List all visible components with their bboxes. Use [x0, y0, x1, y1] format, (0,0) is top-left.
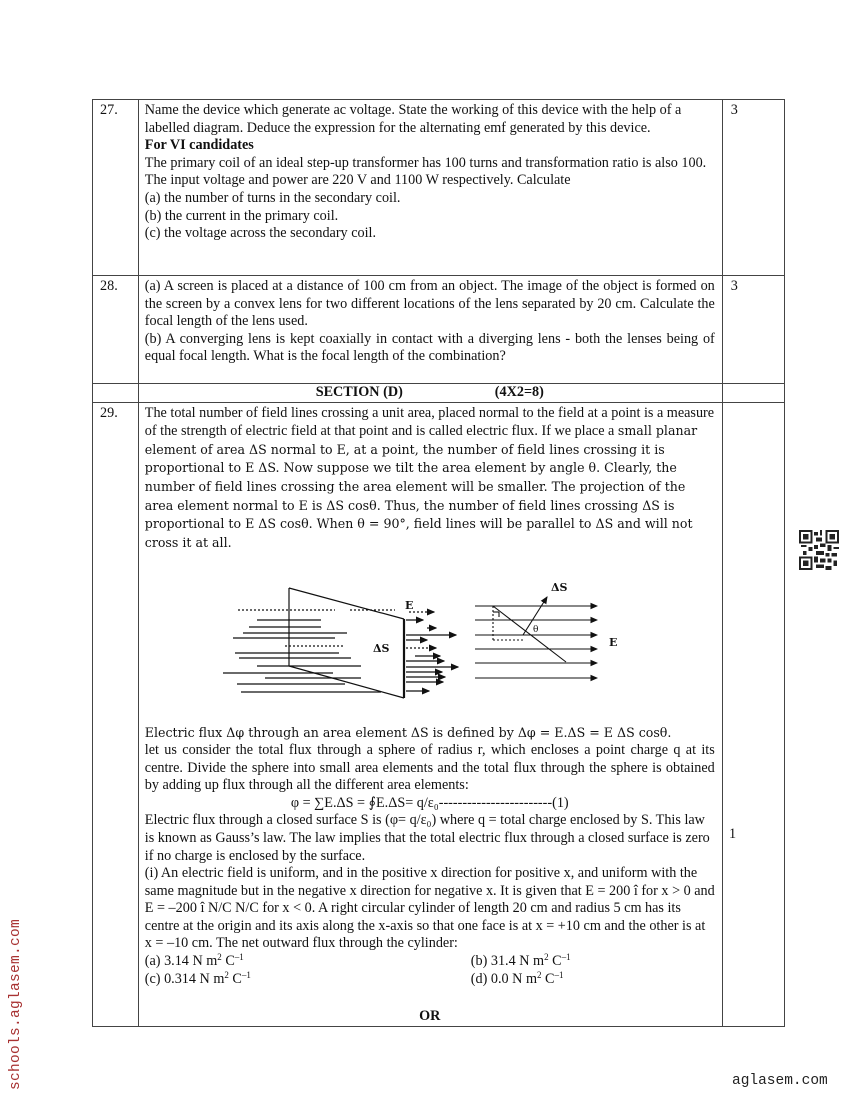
question-marks: 3: [722, 276, 784, 384]
question-row-29: [93, 402, 785, 1026]
question-table: [92, 99, 785, 1027]
answer-options: [145, 953, 715, 988]
section-header-row: [93, 384, 785, 403]
subquestion-marks: 1: [729, 826, 737, 842]
question-row-27: [93, 100, 785, 276]
or-separator: OR: [419, 1008, 441, 1025]
question-part-b: (b) A converging lens is kept coaxially in contact with a diverging lens - both the lenses being of equal focal length. What is the focal length of the combination?: [144, 330, 715, 365]
question-part-a: (a) A screen is placed at a distance of 100 cm from an object. The image of the object is formed on the screen by a convex lens for two different locations of the lens separated by 20 cm. Calculate the focal length of the lens used.: [144, 278, 715, 330]
question-row-28: [93, 276, 785, 384]
question-number: 29.: [93, 402, 139, 1026]
section-title: [138, 384, 722, 403]
question-body: [138, 100, 722, 276]
gauss-law-text: Electric flux through a closed surface S is (φ= q/ε₀) where q = total charge enclosed by S. This law is known as Gauss’s law. The law implies that the total electric flux through a closed surface is zero if no charge is enclosed by the surface.: [144, 812, 710, 864]
right-area-label: ΔS: [550, 581, 568, 595]
option-d[interactable]: (d) 0.0 N $m^2$ $C^{-1}$: [470, 969, 564, 987]
gauss-formula: φ = ∑E.ΔS = ∮E.ΔS= q/ε₀------------------------(1): [290, 794, 569, 811]
left-area-label: ΔS: [372, 642, 390, 656]
subquestion-text: (i) An electric field is uniform, and in the positive x direction for positive x, and uniform with the same magnitude but in the negative x direction for negative x. It is given that E = 200 î for x > 0 and E = –200 î N/C N/C for x < 0. A right circular cylinder of length 20 cm and radius 5 cm has its centre at the origin and its axis along the x-axis so that one face is at x = +10 cm and the other is at x = –10 cm. The net outward flux through the cylinder:: [144, 865, 715, 952]
vi-part-c: (c) the voltage across the secondary coil.: [144, 225, 377, 242]
right-field-label: E: [608, 636, 618, 650]
electric-flux-diagram: [145, 570, 715, 700]
vi-part-a: (a) the number of turns in the secondary coil.: [144, 189, 401, 206]
question-body: [138, 276, 722, 384]
flux-diagram-svg: [145, 570, 715, 700]
passage-intro: The total number of field lines crossing a unit area, placed normal to the field at a point is a measure of the strength of electric field at that point and is called electric flux. If we place a small planar element of area ΔS normal to E, at a point, the number of field lines crossing it is proportional to E ΔS. Now suppose we tilt the area element by angle θ. Clearly, the number of field lines crossing the area element will be smaller. The projection of the area element normal to E is ΔS cosθ. Thus, the number of field lines crossing ΔS is proportional to E ΔS cosθ. When θ = 90°, field lines will be parallel to ΔS and will not cross it at all.: [144, 404, 715, 550]
left-field-label: E: [404, 599, 414, 613]
section-name: SECTION (D): [315, 384, 403, 400]
sphere-text: let us consider the total flux through a sphere of radius r, which encloses a point charge q at its centre. Divide the sphere into small area elements and the total flux through the sphere is obtained by adding up flux through all the different area elements:: [144, 741, 715, 794]
vi-text: The primary coil of an ideal step-up transformer has 100 turns and transformation ratio is also 100. The input voltage and power are 220 V and 1100 W respectively. Calculate: [144, 154, 707, 189]
qr-code-icon[interactable]: [799, 530, 839, 570]
section-marks-scheme: (4X2=8): [494, 384, 544, 400]
angle-label: θ: [532, 625, 539, 636]
option-c[interactable]: (c) 0.314 N $m^2$ $C^{-1}$: [144, 969, 251, 987]
bottom-watermark: aglasem.com: [732, 1073, 828, 1089]
question-body: [138, 402, 722, 1026]
question-text: Name the device which generate ac voltage. State the working of this device with the help of a labelled diagram. Deduce the expression for the alternating emf generated by this device.: [144, 102, 682, 136]
option-b[interactable]: (b) 31.4 N $m^2$ $C^{-1}$: [470, 952, 571, 970]
question-number: 28.: [93, 276, 139, 384]
option-a[interactable]: (a) 3.14 N $m^2$ $C^{-1}$: [144, 952, 244, 970]
vi-part-b: (b) the current in the primary coil.: [144, 207, 339, 224]
question-marks: 3: [722, 100, 784, 276]
side-watermark: schools.aglasem.com: [8, 918, 24, 1090]
vi-heading: For VI candidates: [144, 137, 254, 154]
flux-definition: Electric flux Δφ through an area element ΔS is defined by Δφ = E.ΔS = E ΔS cosθ.: [144, 725, 672, 741]
question-number: 27.: [93, 100, 139, 276]
